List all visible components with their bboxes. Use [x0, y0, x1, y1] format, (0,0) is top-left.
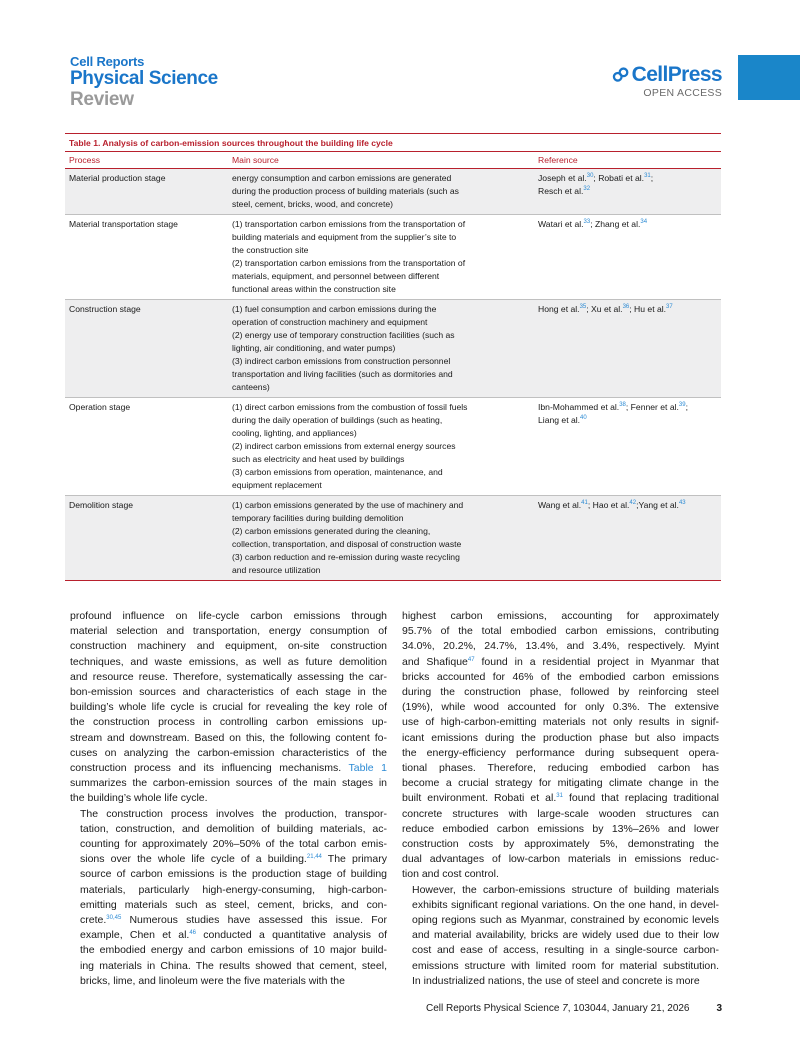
text-run: emitting materials such as steel, cement, bricks, and con- — [80, 898, 387, 911]
cellpress-mark-icon — [612, 65, 630, 85]
text-line — [70, 700, 387, 715]
citation-ref[interactable]: 30 — [586, 173, 594, 179]
text-run: cuses on analyzing the carbon-emission characteristics of the — [70, 746, 387, 759]
carbon-emission-table — [65, 151, 721, 581]
text-line — [402, 959, 719, 974]
text-line — [70, 883, 387, 898]
text-run: tation, construction, and demolition of building materials, ac- — [80, 822, 387, 835]
text-run: profound influence on life-cycle carbon emissions through — [70, 610, 387, 622]
text-line — [70, 715, 387, 730]
text-run: ; Robati et al. — [593, 173, 645, 183]
cell-reference — [534, 398, 721, 496]
text-run: sions over the whole life cycle of a building. — [80, 853, 307, 866]
table-header-row — [65, 152, 721, 169]
text-run: ;Yang et al. — [636, 500, 679, 510]
text-run: found that replacing traditional — [562, 792, 719, 805]
source-line: during the daily operation of buildings (such as heating, — [232, 415, 443, 425]
text-line — [402, 791, 719, 806]
reference-line — [538, 499, 717, 512]
text-run: ; Zhang et al. — [590, 219, 641, 229]
text-run: use of high-carbon-emitting materials not only results in signif- — [402, 716, 719, 729]
source-line: operation of construction machinery and equipment — [232, 317, 428, 327]
text-run: example, Chen et al. — [80, 929, 190, 942]
cell-process: Material transportation stage — [65, 215, 228, 300]
open-access-label: OPEN ACCESS — [643, 87, 722, 99]
text-run: conducted a quantitative analysis of — [196, 929, 387, 942]
table-row — [65, 215, 721, 300]
text-line — [402, 670, 719, 685]
text-line — [70, 943, 387, 958]
text-run: bon-emission sources and characteristics of each stage in the — [70, 686, 387, 699]
text-run: Numerous studies have assessed this issue. For — [121, 914, 387, 927]
text-line — [70, 913, 387, 928]
text-run: Wang et al. — [538, 500, 582, 510]
text-line — [70, 837, 387, 852]
text-run: highest carbon emissions, accounting for approximately — [402, 610, 719, 622]
text-run: Watari et al. — [538, 219, 584, 229]
text-line — [70, 974, 387, 989]
text-run: ; Hu et al. — [629, 304, 667, 314]
text-run: ; Fenner et al. — [625, 402, 679, 412]
text-line — [70, 928, 387, 943]
text-line — [70, 746, 387, 761]
citation-ref[interactable]: 37 — [666, 304, 673, 310]
text-run: In industrialized nations, the use of steel and concrete is more — [412, 974, 700, 987]
text-run: the construction process in controlling carbon emissions up- — [70, 716, 387, 729]
citation-ref[interactable]: 41 — [581, 500, 588, 506]
citation-ref[interactable]: 38 — [619, 402, 626, 408]
text-run: ; Xu et al. — [586, 304, 623, 314]
source-line: materials, equipment, and personnel between different — [232, 271, 440, 281]
source-line: and resource utilization — [232, 565, 321, 575]
text-line — [70, 655, 387, 670]
reference-line — [538, 218, 717, 231]
reference-line — [538, 185, 717, 198]
source-line: (1) fuel consumption and carbon emissions during the — [232, 304, 437, 314]
table-row — [65, 169, 721, 215]
source-line: functional areas within the construction site — [232, 284, 396, 294]
source-line: energy consumption and carbon emissions are generated — [232, 173, 452, 183]
text-run: become a crucial strategy for mitigating climate change in the — [402, 777, 719, 790]
text-line — [402, 761, 719, 776]
journal-name — [70, 55, 218, 111]
text-run: bricks accounted for 46% of the embodied carbon emissions — [402, 670, 719, 683]
citation-ref[interactable]: 42 — [629, 500, 637, 506]
citation-ref[interactable]: 39 — [678, 402, 686, 408]
text-run: the embodied energy and carbon emissions of 10 major build- — [80, 944, 387, 957]
text-run: Joseph et al. — [538, 173, 587, 183]
text-run: building’s whole life cycle is crucial for revealing the key role of — [70, 701, 387, 714]
text-run: Ibn-Mohammed et al. — [538, 402, 620, 412]
publisher-name: CellPress — [631, 63, 722, 86]
text-run: during the construction phase, followed by reinforcing steel — [402, 686, 719, 699]
source-line: collection, transportation, and disposal of construction waste — [232, 539, 462, 549]
text-run: exhibits significant regional variations. On the one hand, in devel- — [412, 898, 719, 911]
text-line — [70, 670, 387, 685]
text-run: Liang et al. — [538, 415, 581, 425]
source-line: transportation and living facilities (such as dormitories and — [232, 369, 453, 379]
text-run: icant emissions during the production phase but also impacts — [402, 731, 719, 744]
table-row — [65, 496, 721, 581]
text-line — [402, 700, 719, 715]
table-row — [65, 398, 721, 496]
text-run: 95.7% of the total embodied carbon emissions, contributing — [402, 625, 719, 638]
page-number: 3 — [716, 1003, 722, 1014]
citation-ref[interactable]: 46 — [189, 930, 197, 937]
text-run: stream and downstream. Based on this, the following content fo- — [70, 731, 387, 744]
text-run: ing materials in China. The results showed that cement, steel, — [80, 959, 387, 972]
cell-process: Operation stage — [65, 398, 228, 496]
cell-reference — [534, 300, 721, 398]
text-run: ; — [685, 402, 688, 412]
text-line — [402, 639, 719, 654]
source-line: (3) carbon emissions from operation, maintenance, and — [232, 467, 443, 477]
text-run: summarizes the carbon-emission sources of the main stages in — [70, 777, 387, 790]
text-run: 34.0%, 20.2%, 24.7%, 13.4%, and 3.4%, respectively. Myint — [402, 640, 719, 653]
text-run: found in a residential project in Myanmar that — [474, 655, 719, 668]
text-run: ; Hao et al. — [587, 500, 630, 510]
reference-line — [538, 172, 717, 185]
journal-name-line2: Physical Science — [70, 68, 218, 89]
text-line — [70, 807, 387, 822]
source-line: (3) carbon reduction and re-emission during waste recycling — [232, 552, 460, 562]
text-run: concrete structures with large-scale wooden structures can — [402, 807, 719, 820]
text-run: construction machinery and equipment, on-site construction — [70, 640, 387, 653]
text-run: reduce embodied carbon emissions by 13%–26% and lower — [402, 822, 719, 835]
source-line: (1) transportation carbon emissions from the transportation of — [232, 219, 466, 229]
cell-process: Material production stage — [65, 169, 228, 215]
text-run: ; — [650, 173, 654, 183]
text-run: Hong et al. — [538, 304, 580, 314]
citation-ref[interactable]: 32 — [583, 186, 591, 192]
source-line: building materials and equipment from the supplier’s site to — [232, 232, 457, 242]
citation-ref[interactable]: 33 — [583, 219, 591, 225]
journal-name-line1: Cell Reports — [70, 54, 145, 69]
body-paragraph — [70, 609, 387, 807]
cell-main-source — [228, 496, 534, 581]
body-paragraph — [70, 807, 387, 989]
citation-ref[interactable]: 40 — [580, 415, 587, 421]
source-line: (2) carbon emissions generated during the cleaning, — [232, 526, 431, 536]
source-line: lighting, air conditioning, and water pumps) — [232, 343, 396, 353]
text-line — [402, 624, 719, 639]
text-run: and Shafique — [402, 655, 468, 668]
text-line — [402, 898, 719, 913]
text-run: crete. — [80, 914, 107, 927]
footer-citation: Cell Reports Physical Science 7, 103044, January 21, 2026 — [426, 1003, 690, 1014]
cell-main-source — [228, 300, 534, 398]
body-column-right — [402, 609, 719, 989]
header-main-source: Main source — [228, 152, 534, 169]
text-line — [402, 883, 719, 898]
source-line: temporary facilities during building demolition — [232, 513, 404, 523]
text-run: built environment. Robati et al. — [402, 792, 557, 805]
text-line — [402, 928, 719, 943]
text-line — [70, 791, 387, 806]
source-line: such as electricity and heat used by buildings — [232, 454, 405, 464]
reference-line — [538, 303, 717, 316]
text-run: counting for approximately 20%–50% of the total carbon emis- — [80, 838, 387, 851]
cellpress-logo — [612, 64, 722, 99]
cell-reference — [534, 169, 721, 215]
text-line — [402, 807, 719, 822]
text-run: and resource reuse. Therefore, systematically assessing the car- — [70, 670, 387, 683]
text-run: tional phases. Therefore, reducing embodied carbon has — [402, 762, 719, 775]
text-run: the building’s whole life cycle. — [70, 792, 208, 805]
text-run: tion and cost control. — [402, 868, 499, 881]
text-run: the energy-efficiency performance during subsequent opera- — [402, 746, 719, 759]
section-label: Review — [70, 89, 134, 110]
table-row — [65, 300, 721, 398]
text-line — [402, 746, 719, 761]
text-run: material selection and transportation, energy consumption of — [70, 625, 387, 638]
text-line — [70, 761, 387, 776]
table-title: Table 1. Analysis of carbon-emission sources throughout the building life cycle — [65, 133, 721, 151]
text-line — [402, 609, 719, 624]
body-paragraph — [402, 609, 719, 883]
text-line — [70, 959, 387, 974]
header-process: Process — [65, 152, 228, 169]
header-reference: Reference — [534, 152, 721, 169]
text-line — [70, 609, 387, 624]
text-line — [402, 913, 719, 928]
text-run: dual advantages of low-carbon materials in emissions reduc- — [402, 853, 719, 866]
text-line — [402, 943, 719, 958]
source-line: during the production process of building materials (such as — [232, 186, 459, 196]
text-line — [402, 655, 719, 670]
cell-main-source — [228, 398, 534, 496]
citation-ref[interactable]: 21,44 — [306, 854, 322, 861]
text-run: materials, particularly high-energy-consuming, high-carbon- — [80, 883, 387, 896]
text-line — [402, 685, 719, 700]
cell-process: Construction stage — [65, 300, 228, 398]
table-link[interactable]: Table 1 — [348, 762, 387, 775]
text-run: The construction process involves the production, transpor- — [80, 807, 387, 820]
text-line — [70, 898, 387, 913]
text-line — [402, 852, 719, 867]
text-line — [70, 639, 387, 654]
citation-ref[interactable]: 35 — [579, 304, 587, 310]
text-run: techniques, and waste emissions, as well as future demolition — [70, 655, 387, 668]
citation-ref[interactable]: 36 — [622, 304, 630, 310]
citation-ref[interactable]: 30,45 — [106, 915, 122, 922]
text-run: cost and ease of access, resulting in a single-source carbon- — [412, 944, 719, 957]
text-line — [70, 624, 387, 639]
text-line — [70, 822, 387, 837]
text-run: construction costs by approximately 5%, demonstrating the — [402, 838, 719, 851]
body-paragraph — [402, 883, 719, 989]
text-line — [402, 837, 719, 852]
text-line — [402, 974, 719, 989]
source-line: (1) direct carbon emissions from the combustion of fossil fuels — [232, 402, 468, 412]
text-run: (19%), while wood accounted for only 0.3%. The extensive — [402, 701, 719, 714]
corner-tab — [738, 55, 800, 100]
source-line: equipment replacement — [232, 480, 322, 490]
text-line — [402, 715, 719, 730]
body-column-left — [70, 609, 387, 989]
text-line — [70, 776, 387, 791]
text-run: and material availability, bricks are widely used due to their low — [412, 929, 719, 942]
text-run: However, the carbon-emissions structure of building materials — [412, 883, 719, 896]
text-run: The primary — [321, 853, 387, 866]
citation-ref[interactable]: 31 — [644, 173, 651, 179]
text-line — [70, 685, 387, 700]
text-line — [402, 731, 719, 746]
citation-ref[interactable]: 47 — [467, 656, 475, 663]
source-line: cooling, lighting, and appliances) — [232, 428, 357, 438]
cell-main-source — [228, 215, 534, 300]
page-footer — [426, 1003, 722, 1014]
text-line — [70, 852, 387, 867]
text-run: construction process and its influencing mechanisms. — [70, 762, 349, 775]
citation-ref[interactable]: 43 — [678, 500, 686, 506]
text-line — [402, 867, 719, 882]
text-run: emissions structure with limited room for material substitution. — [412, 959, 719, 972]
footer-volume: 7 — [562, 1003, 568, 1014]
text-line — [402, 776, 719, 791]
source-line: (1) carbon emissions generated by the use of machinery and — [232, 500, 464, 510]
citation-ref[interactable]: 34 — [640, 219, 648, 225]
cell-reference — [534, 496, 721, 581]
source-line: (3) indirect carbon emissions from construction personnel — [232, 356, 451, 366]
text-line — [402, 822, 719, 837]
reference-line — [538, 414, 717, 427]
source-line: the construction site — [232, 245, 309, 255]
source-line: (2) energy use of temporary construction facilities (such as — [232, 330, 455, 340]
text-run: Resch et al. — [538, 186, 584, 196]
table-1 — [65, 133, 721, 581]
citation-ref[interactable]: 31 — [556, 793, 563, 800]
text-run: oping regions such as Myanmar, constrained by economic levels — [412, 914, 719, 927]
cell-main-source — [228, 169, 534, 215]
text-line — [70, 867, 387, 882]
source-line: steel, cement, bricks, wood, and concrete) — [232, 199, 393, 209]
text-line — [70, 731, 387, 746]
source-line: (2) indirect carbon emissions from external energy sources — [232, 441, 456, 451]
text-run: bricks, lime, and linoleum were the five materials with the — [80, 974, 345, 987]
reference-line — [538, 401, 717, 414]
cell-reference — [534, 215, 721, 300]
source-line: canteens) — [232, 382, 270, 392]
text-run: source of carbon emissions is the production stage of building — [80, 868, 387, 881]
source-line: (2) transportation carbon emissions from the transportation of — [232, 258, 466, 268]
cell-process: Demolition stage — [65, 496, 228, 581]
